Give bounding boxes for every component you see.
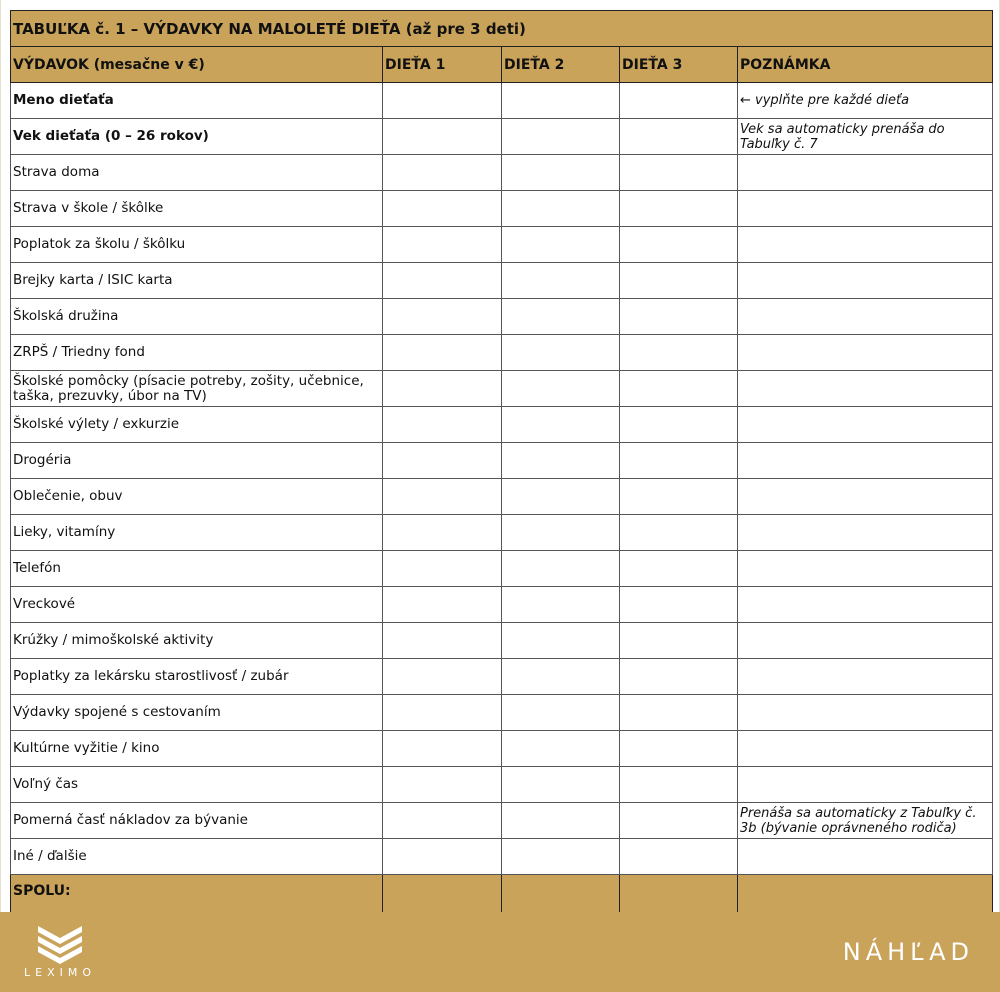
child-1-input-cell[interactable] bbox=[383, 623, 502, 659]
expenses-table bbox=[10, 10, 993, 918]
child-2-input-cell[interactable] bbox=[502, 623, 620, 659]
row-note bbox=[738, 479, 993, 515]
header-child-3: DIEŤA 3 bbox=[620, 47, 738, 83]
table-row bbox=[11, 803, 993, 839]
row-note: Vek sa automaticky prenáša do Tabuľky č. 7 bbox=[738, 119, 993, 155]
child-2-input-cell[interactable] bbox=[502, 803, 620, 839]
child-1-input-cell[interactable] bbox=[383, 587, 502, 623]
child-3-input-cell[interactable] bbox=[620, 803, 738, 839]
child-2-input-cell[interactable] bbox=[502, 767, 620, 803]
child-3-input-cell[interactable] bbox=[620, 839, 738, 875]
child-3-input-cell[interactable] bbox=[620, 731, 738, 767]
logo-text: LEXIMO bbox=[23, 966, 96, 979]
table-row bbox=[11, 767, 993, 803]
row-label: Strava doma bbox=[11, 155, 383, 191]
child-2-input-cell[interactable] bbox=[502, 695, 620, 731]
child-1-input-cell[interactable] bbox=[383, 299, 502, 335]
child-2-input-cell[interactable] bbox=[502, 443, 620, 479]
header-note: POZNÁMKA bbox=[738, 47, 993, 83]
row-label: Školské pomôcky (písacie potreby, zošity, učebnice, taška, prezuvky, úbor na TV) bbox=[11, 371, 383, 407]
row-label: Krúžky / mimoškolské aktivity bbox=[11, 623, 383, 659]
row-label: Kultúrne vyžitie / kino bbox=[11, 731, 383, 767]
child-3-input-cell[interactable] bbox=[620, 587, 738, 623]
child-1-input-cell[interactable] bbox=[383, 155, 502, 191]
child-1-input-cell[interactable] bbox=[383, 515, 502, 551]
row-note bbox=[738, 587, 993, 623]
row-label: ZRPŠ / Triedny fond bbox=[11, 335, 383, 371]
table-row bbox=[11, 839, 993, 875]
header-child-1: DIEŤA 1 bbox=[383, 47, 502, 83]
child-3-input-cell[interactable] bbox=[620, 119, 738, 155]
child-3-input-cell[interactable] bbox=[620, 299, 738, 335]
table-row bbox=[11, 515, 993, 551]
row-note bbox=[738, 839, 993, 875]
child-1-input-cell[interactable] bbox=[383, 407, 502, 443]
child-1-input-cell[interactable] bbox=[383, 335, 502, 371]
child-3-input-cell[interactable] bbox=[620, 407, 738, 443]
table-row bbox=[11, 623, 993, 659]
row-note bbox=[738, 335, 993, 371]
child-1-input-cell[interactable] bbox=[383, 119, 502, 155]
row-note bbox=[738, 731, 993, 767]
table-row bbox=[11, 479, 993, 515]
child-3-input-cell[interactable] bbox=[620, 695, 738, 731]
child-1-input-cell[interactable] bbox=[383, 695, 502, 731]
child-3-input-cell[interactable] bbox=[620, 659, 738, 695]
header-expense: VÝDAVOK (mesačne v €) bbox=[11, 47, 383, 83]
child-2-input-cell[interactable] bbox=[502, 155, 620, 191]
row-label: Výdavky spojené s cestovaním bbox=[11, 695, 383, 731]
row-note bbox=[738, 407, 993, 443]
row-label: Vreckové bbox=[11, 587, 383, 623]
child-1-input-cell[interactable] bbox=[383, 803, 502, 839]
table-row bbox=[11, 263, 993, 299]
row-note bbox=[738, 443, 993, 479]
row-label: Poplatok za školu / škôlku bbox=[11, 227, 383, 263]
table-row bbox=[11, 659, 993, 695]
child-3-input-cell[interactable] bbox=[620, 479, 738, 515]
child-2-input-cell[interactable] bbox=[502, 659, 620, 695]
child-2-input-cell[interactable] bbox=[502, 227, 620, 263]
row-label: Pomerná časť nákladov za bývanie bbox=[11, 803, 383, 839]
row-label: Školská družina bbox=[11, 299, 383, 335]
child-2-input-cell[interactable] bbox=[502, 191, 620, 227]
child-2-input-cell[interactable] bbox=[502, 119, 620, 155]
child-2-input-cell[interactable] bbox=[502, 731, 620, 767]
child-1-input-cell[interactable] bbox=[383, 443, 502, 479]
child-1-input-cell[interactable] bbox=[383, 191, 502, 227]
table-row bbox=[11, 407, 993, 443]
table-row bbox=[11, 587, 993, 623]
row-note bbox=[738, 551, 993, 587]
table-row bbox=[11, 371, 993, 407]
row-label: Oblečenie, obuv bbox=[11, 479, 383, 515]
row-note bbox=[738, 299, 993, 335]
table-row bbox=[11, 155, 993, 191]
child-2-input-cell[interactable] bbox=[502, 839, 620, 875]
row-label: Strava v škole / škôlke bbox=[11, 191, 383, 227]
child-2-input-cell[interactable] bbox=[502, 335, 620, 371]
row-label: Vek dieťaťa (0 – 26 rokov) bbox=[11, 119, 383, 155]
child-3-input-cell[interactable] bbox=[620, 263, 738, 299]
child-2-input-cell[interactable] bbox=[502, 407, 620, 443]
child-2-input-cell[interactable] bbox=[502, 515, 620, 551]
row-label: Telefón bbox=[11, 551, 383, 587]
child-2-input-cell[interactable] bbox=[502, 371, 620, 407]
table-row bbox=[11, 335, 993, 371]
child-2-input-cell[interactable] bbox=[502, 479, 620, 515]
child-2-input-cell[interactable] bbox=[502, 263, 620, 299]
row-label: Voľný čas bbox=[11, 767, 383, 803]
row-note bbox=[738, 767, 993, 803]
child-3-input-cell[interactable] bbox=[620, 191, 738, 227]
table-row bbox=[11, 191, 993, 227]
child-1-input-cell[interactable] bbox=[383, 839, 502, 875]
preview-footer-bar bbox=[0, 912, 1000, 992]
table-title: TABUĽKA č. 1 – VÝDAVKY NA MALOLETÉ DIEŤA (až pre 3 deti) bbox=[11, 11, 993, 47]
table-row bbox=[11, 443, 993, 479]
preview-label: NÁHĽAD bbox=[842, 938, 974, 966]
row-label: Meno dieťaťa bbox=[11, 83, 383, 119]
child-1-input-cell[interactable] bbox=[383, 551, 502, 587]
child-1-input-cell[interactable] bbox=[383, 479, 502, 515]
row-label: Iné / ďalšie bbox=[11, 839, 383, 875]
row-label: Brejky karta / ISIC karta bbox=[11, 263, 383, 299]
child-3-input-cell[interactable] bbox=[620, 623, 738, 659]
child-1-input-cell[interactable] bbox=[383, 659, 502, 695]
child-3-input-cell[interactable] bbox=[620, 335, 738, 371]
child-1-input-cell[interactable] bbox=[383, 767, 502, 803]
child-3-input-cell[interactable] bbox=[620, 443, 738, 479]
total-label: SPOLU: bbox=[11, 875, 383, 918]
child-3-input-cell[interactable] bbox=[620, 227, 738, 263]
row-note bbox=[738, 515, 993, 551]
table-row bbox=[11, 227, 993, 263]
header-child-2: DIEŤA 2 bbox=[502, 47, 620, 83]
row-label: Poplatky za lekársku starostlivosť / zubár bbox=[11, 659, 383, 695]
row-note bbox=[738, 263, 993, 299]
table-row bbox=[11, 299, 993, 335]
row-note bbox=[738, 191, 993, 227]
child-2-input-cell[interactable] bbox=[502, 83, 620, 119]
row-note: Prenáša sa automaticky z Tabuľky č. 3b (bývanie oprávneného rodiča) bbox=[738, 803, 993, 839]
table-title-row bbox=[11, 11, 993, 47]
table-header-row bbox=[11, 47, 993, 83]
child-3-input-cell[interactable] bbox=[620, 551, 738, 587]
child-1-input-cell[interactable] bbox=[383, 371, 502, 407]
child-3-input-cell[interactable] bbox=[620, 371, 738, 407]
table-row bbox=[11, 551, 993, 587]
child-2-input-cell[interactable] bbox=[502, 551, 620, 587]
child-1-input-cell[interactable] bbox=[383, 83, 502, 119]
row-note bbox=[738, 227, 993, 263]
child-3-input-cell[interactable] bbox=[620, 155, 738, 191]
row-label: Drogéria bbox=[11, 443, 383, 479]
row-note bbox=[738, 371, 993, 407]
child-2-input-cell[interactable] bbox=[502, 587, 620, 623]
table-row bbox=[11, 731, 993, 767]
row-note bbox=[738, 623, 993, 659]
child-2-input-cell[interactable] bbox=[502, 299, 620, 335]
row-note bbox=[738, 155, 993, 191]
row-note bbox=[738, 695, 993, 731]
child-3-input-cell[interactable] bbox=[620, 767, 738, 803]
table-row bbox=[11, 83, 993, 119]
table-row bbox=[11, 695, 993, 731]
child-1-input-cell[interactable] bbox=[383, 263, 502, 299]
child-1-input-cell[interactable] bbox=[383, 227, 502, 263]
row-note bbox=[738, 659, 993, 695]
row-label: Školské výlety / exkurzie bbox=[11, 407, 383, 443]
table-row bbox=[11, 119, 993, 155]
row-note: ← vyplňte pre každé dieťa bbox=[738, 83, 993, 119]
row-label: Lieky, vitamíny bbox=[11, 515, 383, 551]
child-3-input-cell[interactable] bbox=[620, 515, 738, 551]
child-3-input-cell[interactable] bbox=[620, 83, 738, 119]
child-1-input-cell[interactable] bbox=[383, 731, 502, 767]
table-body bbox=[11, 83, 993, 875]
